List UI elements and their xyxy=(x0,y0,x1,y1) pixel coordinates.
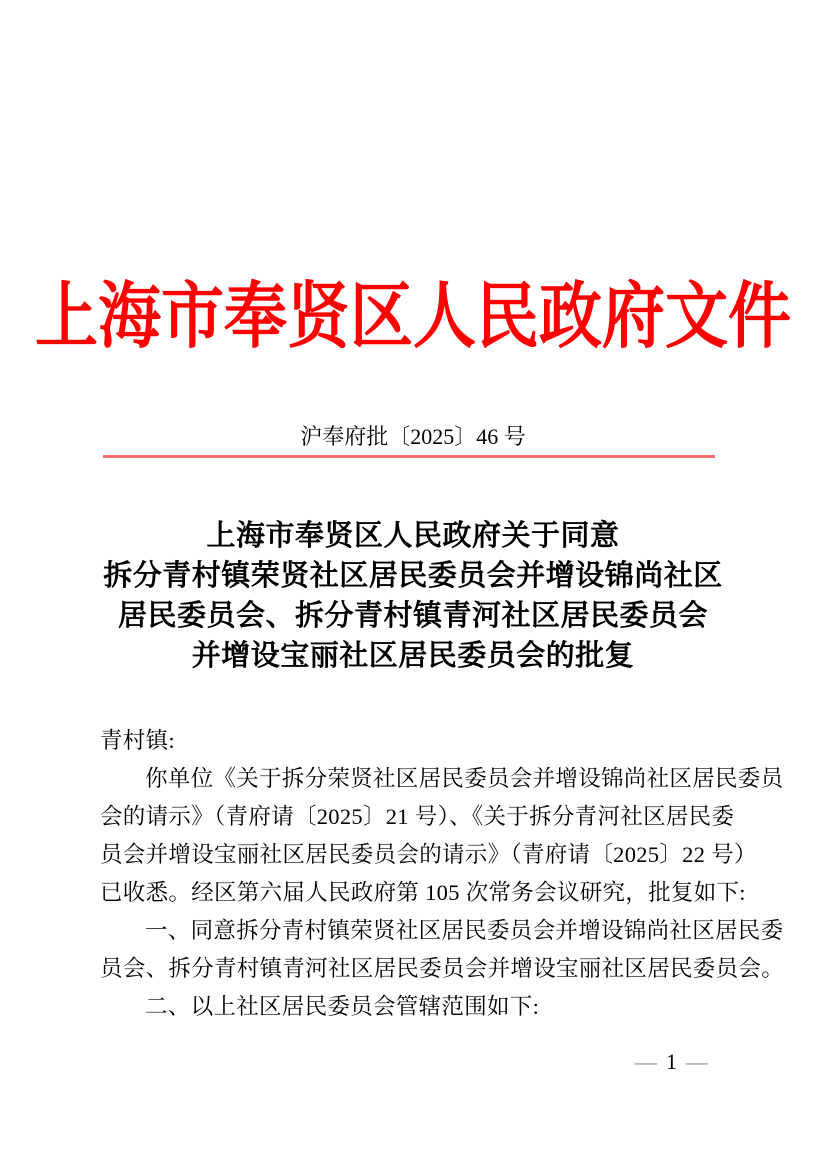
document-title-line: 居民委员会、拆分青村镇青河社区居民委员会 xyxy=(117,600,708,632)
document-body xyxy=(100,722,785,1026)
body-line: 会的请示》（青府请〔2025〕21 号）、《关于拆分青河社区居民委 xyxy=(100,804,735,829)
page-number-value: 1 xyxy=(666,1049,677,1074)
red-divider-line xyxy=(103,455,715,458)
document-title-line: 并增设宝丽社区居民委员会的批复 xyxy=(191,640,635,672)
body-line: 已收悉。经区第六届人民政府第 105 次常务会议研究，批复如下: xyxy=(100,880,746,905)
body-line: 员会并增设宝丽社区居民委员会的请示》（青府请〔2025〕22 号） xyxy=(100,842,757,867)
agency-banner-title: 上海市奉贤区人民政府文件 xyxy=(35,276,791,358)
body-line: 员会、拆分青村镇青河社区居民委员会并增设宝丽社区居民委员会。 xyxy=(100,956,785,981)
body-line: 二、以上社区居民委员会管辖范围如下: xyxy=(145,994,540,1019)
document-number: 沪奉府批〔2025〕46 号 xyxy=(300,424,526,449)
page-number xyxy=(635,1049,708,1075)
document-title xyxy=(100,516,726,676)
document-title-line: 上海市奉贤区人民政府关于同意 xyxy=(206,520,620,552)
salutation-line: 青村镇: xyxy=(100,728,175,753)
document-title-line: 拆分青村镇荣贤社区居民委员会并增设锦尚社区 xyxy=(103,560,723,592)
page-number-dash-left: — xyxy=(635,1049,657,1074)
body-line: 一、同意拆分青村镇荣贤社区居民委员会并增设锦尚社区居民委 xyxy=(145,918,784,943)
page-number-dash-right: — xyxy=(686,1049,708,1074)
body-line: 你单位《关于拆分荣贤社区居民委员会并增设锦尚社区居民委员 xyxy=(145,766,784,791)
